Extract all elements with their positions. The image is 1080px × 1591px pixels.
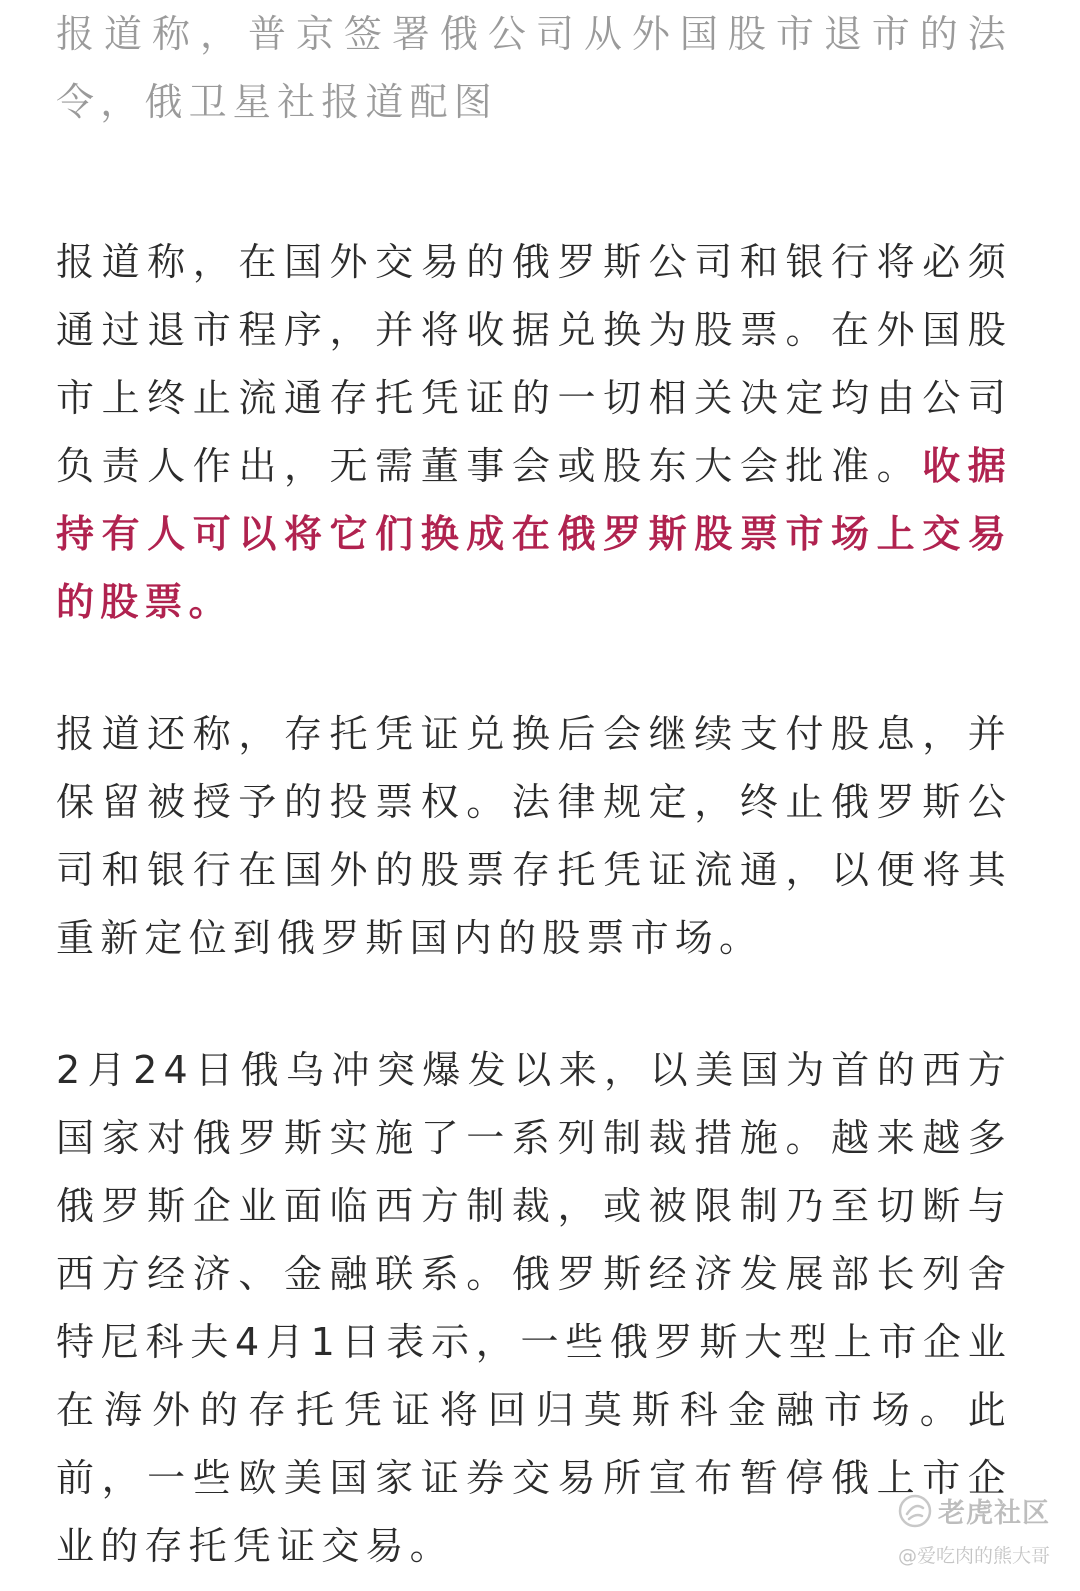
tiger-logo-icon	[898, 1494, 932, 1528]
article-body	[56, 0, 1012, 1580]
paragraph-1-highlight: 收据持有人可以将它们换成在俄罗斯股票市场上交易的股票。	[56, 444, 1012, 624]
paragraph-1-text: 报道称，在国外交易的俄罗斯公司和银行将必须通过退市程序，并将收据兑换为股票。在外国股市上终止流通存托凭证的一切相关决定均由公司负责人作出，无需董事会或股东大会批准。	[56, 240, 1012, 488]
paragraph-1	[56, 228, 1012, 636]
image-caption: 报道称，普京签署俄公司从外国股市退市的法令，俄卫星社报道配图	[56, 12, 1012, 124]
watermark-user: @爱吃肉的熊大哥	[897, 1545, 1050, 1567]
watermark-brand: 老虎社区	[938, 1498, 1050, 1529]
paragraph-2: 报道还称，存托凭证兑换后会继续支付股息，并保留被授予的投票权。法律规定，终止俄罗斯公司和银行在国外的股票存托凭证流通，以便将其重新定位到俄罗斯国内的股票市场。	[56, 712, 1012, 960]
watermark-brand-row	[898, 1491, 1050, 1530]
watermark	[880, 1491, 1050, 1581]
paragraph-3: 2月24日俄乌冲突爆发以来，以美国为首的西方国家对俄罗斯实施了一系列制裁措施。越来越多俄罗斯企业面临西方制裁，或被限制乃至切断与西方经济、金融联系。俄罗斯经济发展部长列舍特尼科夫4月1日表示，一些俄罗斯大型上市企业在海外的存托凭证将回归莫斯科金融市场。此前，一些欧美国家证券交易所宣布暂停俄上市企业的存托凭证交易。	[56, 1048, 1012, 1568]
